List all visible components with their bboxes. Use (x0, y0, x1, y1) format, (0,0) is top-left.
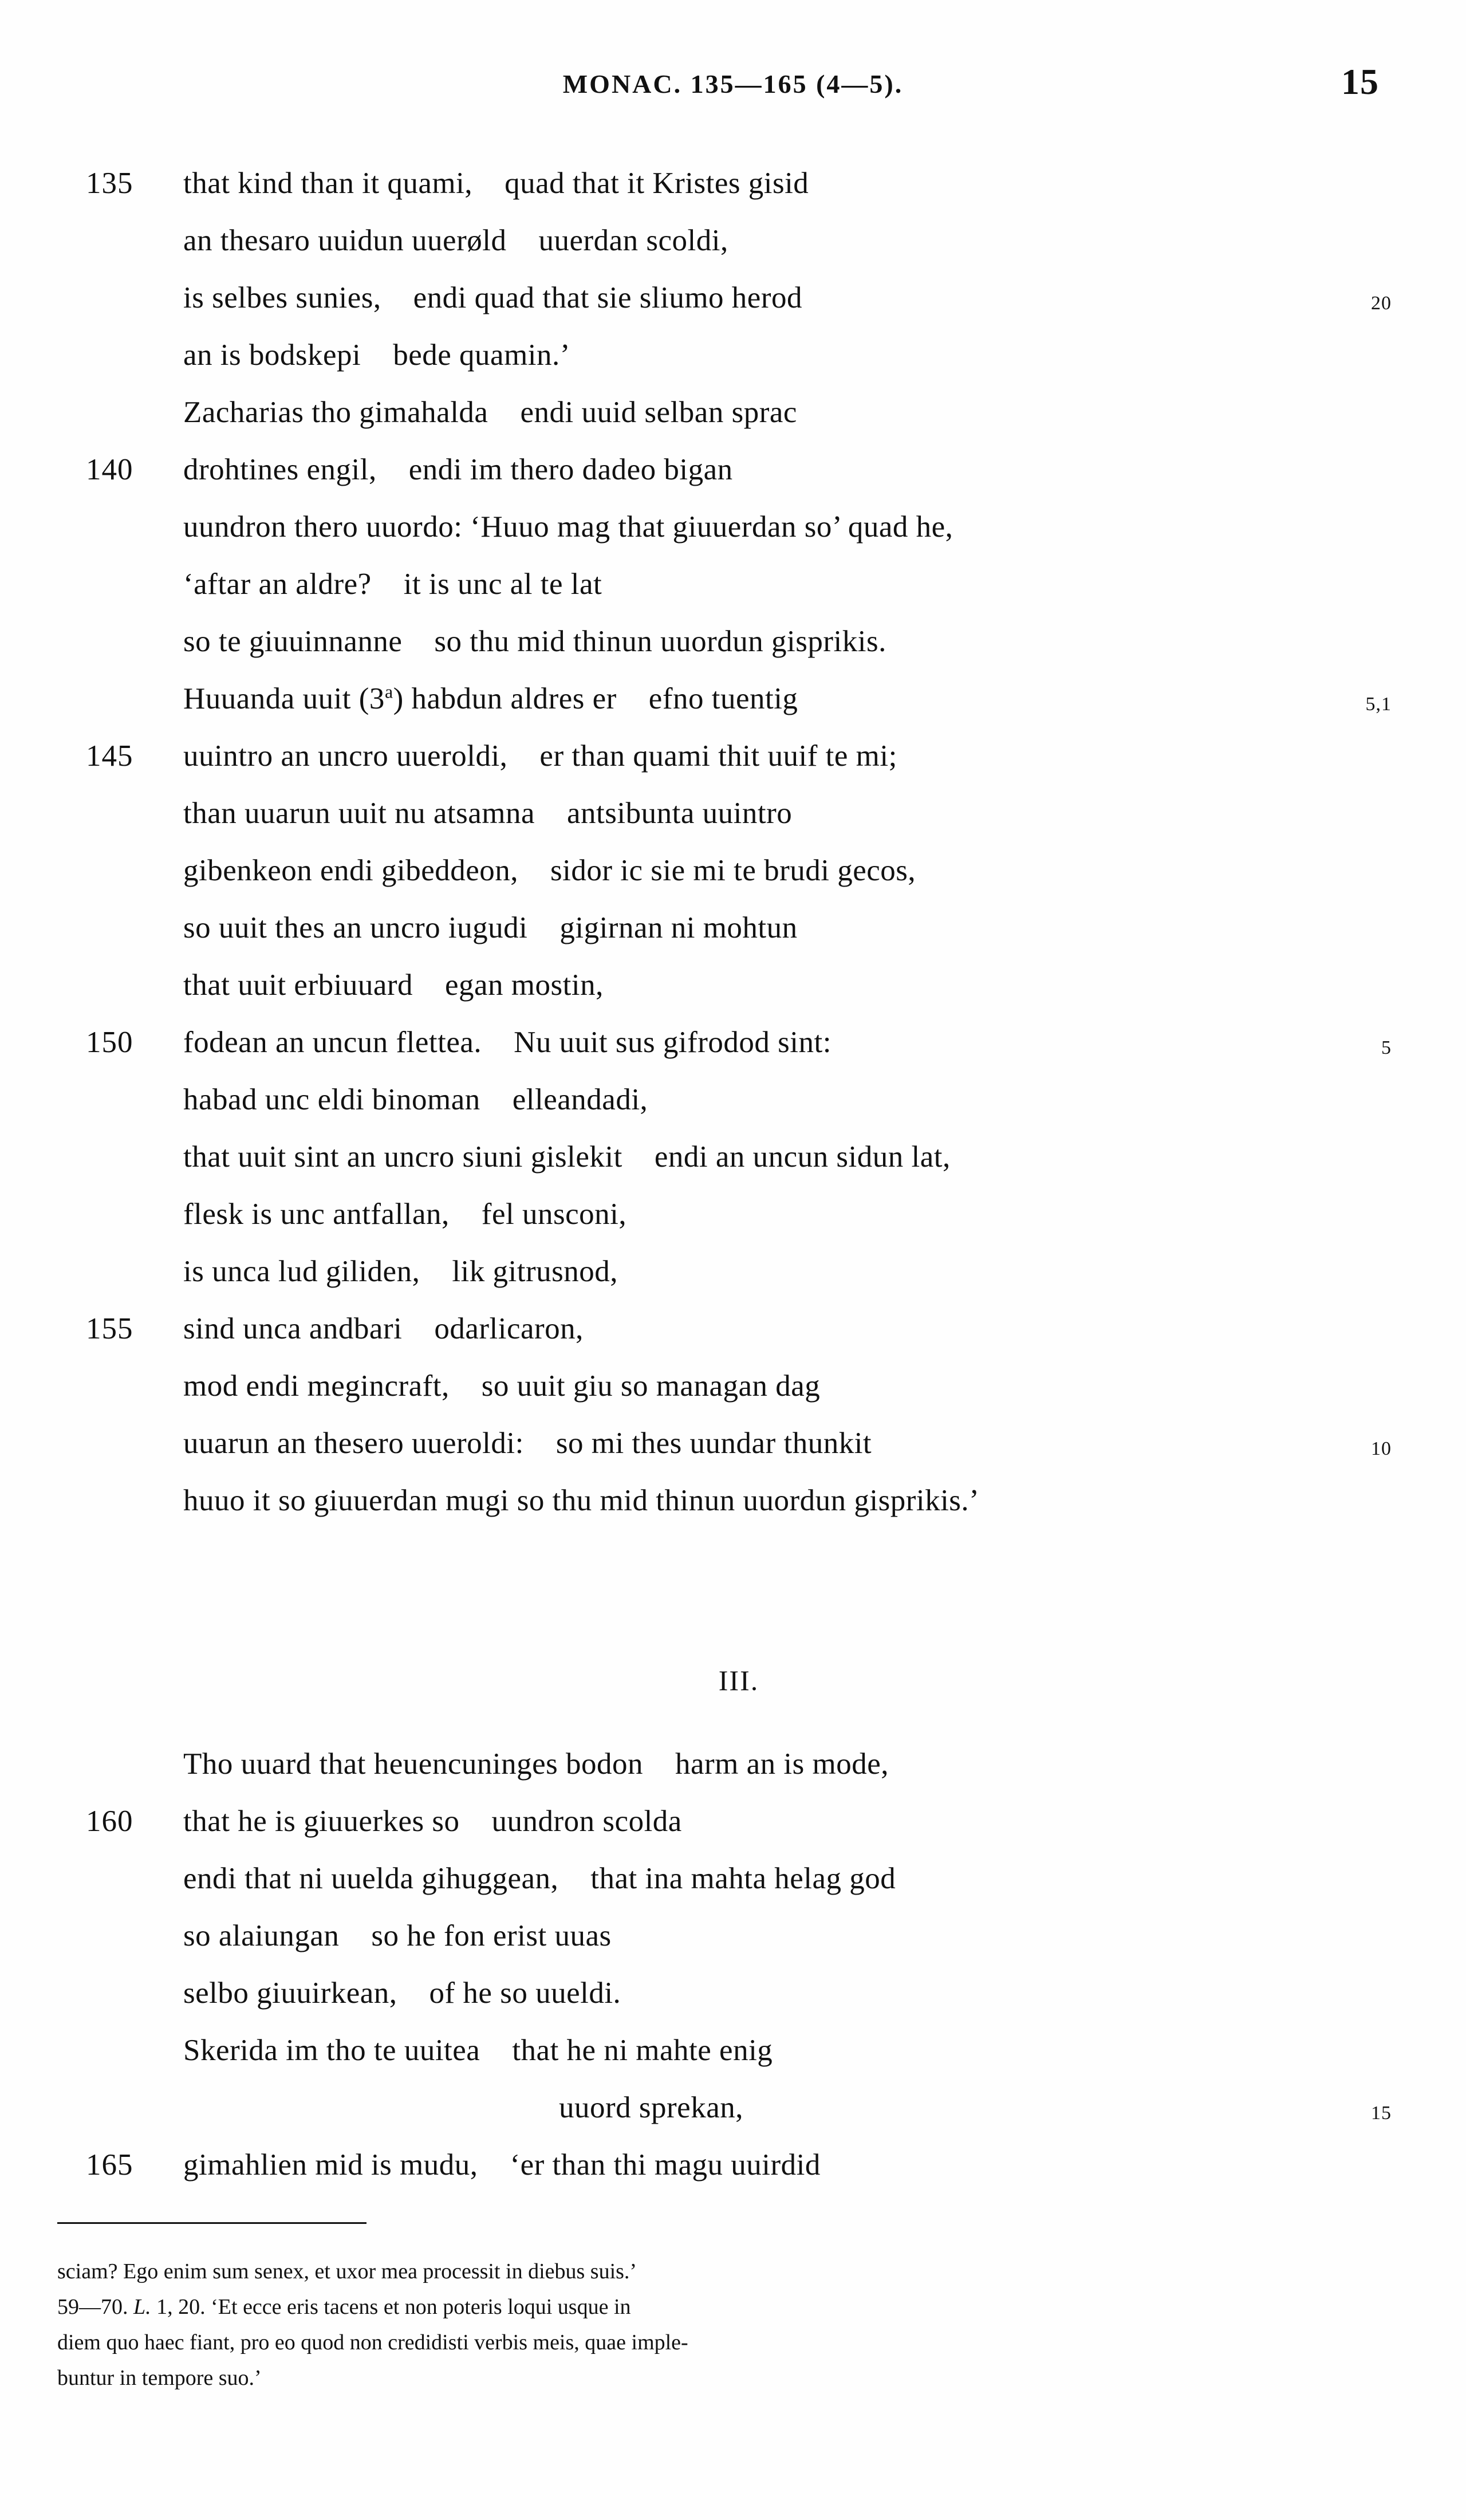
verse-hemistich-b: harm an is mode, (675, 1747, 889, 1781)
verse-line-text: uuintro an uncro uueroldi, er than quami thit uuif te mi; (183, 739, 897, 773)
verse-hemistich-b: endi quad that sie sliumo herod (413, 281, 802, 314)
margin-line-marker: 20 (1371, 293, 1392, 314)
verse-hemistich-b: er than quami thit uuif te mi; (539, 739, 897, 773)
verse-block-primary (86, 155, 1392, 1529)
footnote-line-3: diem quo haec fiant, pro eo quod non credidisti verbis meis, quae imple- (57, 2330, 688, 2354)
verse-line (86, 1415, 1392, 1472)
verse-hemistich-b: it is unc al te lat (403, 568, 602, 601)
verse-hemistich-b: so uuit giu so managan dag (481, 1369, 821, 1403)
verse-line (86, 441, 1392, 498)
verse-line-text: huuo it so giuuerdan mugi so thu mid thinun uuordun gisprikis.’ (183, 1484, 980, 1517)
verse-line-text: Skerida im tho te uuitea that he ni mahte enig (183, 2034, 773, 2067)
verse-line-text: fodean an uncun flettea. Nu uuit sus gifrodod sint: (183, 1026, 831, 1059)
verse-hemistich-b: efno tuentig (648, 682, 798, 715)
verse-hemistich-b: so thu mid thinun uuordun gisprikis. (434, 625, 886, 658)
verse-line-text: that kind than it quami, quad that it Kristes gisid (183, 167, 809, 200)
verse-line (86, 556, 1392, 613)
verse-hemistich-b: uuord sprekan, (559, 2091, 743, 2124)
verse-hemistich-b: lik gitrusnod, (452, 1255, 618, 1288)
verse-line-text: Tho uuard that heuencuninges bodon harm an is mode, (183, 1747, 889, 1781)
verse-hemistich-b: sidor ic sie mi te brudi gecos, (550, 854, 916, 887)
verse-line-text: sind unca andbari odarlicaron, (183, 1312, 584, 1345)
verse-line (86, 1186, 1392, 1243)
verse-line (86, 326, 1392, 384)
verse-line (86, 155, 1392, 212)
manuscript-folio-superscript: a (384, 681, 393, 702)
footnote-line-4: buntur in tempore suo.’ (57, 2366, 262, 2390)
verse-line-text: habad unc eldi binoman elleandadi, (183, 1083, 648, 1116)
margin-line-marker: 10 (1371, 1438, 1392, 1459)
verse-line-number: 140 (86, 453, 133, 486)
verse-line-number: 160 (86, 1805, 133, 1838)
verse-line-text: so te giuuinnanne so thu mid thinun uuordun gisprikis. (183, 625, 886, 658)
verse-hemistich-b: elleandadi, (512, 1083, 648, 1116)
verse-line (86, 2079, 1392, 2136)
margin-line-marker: 5,1 (1365, 694, 1392, 715)
verse-line-text: drohtines engil, endi im thero dadeo bigan (183, 453, 733, 486)
verse-hemistich-b: uuerdan scoldi, (538, 224, 728, 257)
verse-hemistich-b: of he so uueldi. (429, 1976, 621, 2010)
verse-hemistich-b: antsibunta uuintro (567, 797, 793, 830)
footnote-line-1: sciam? Ego enim sum senex, et uxor mea processit in diebus suis.’ (57, 2259, 637, 2283)
verse-line-number: 155 (86, 1312, 133, 1345)
verse-line-text (527, 2079, 743, 2136)
verse-line-text: ‘aftar an aldre? it is unc al te lat (183, 568, 602, 601)
verse-line (86, 785, 1392, 842)
verse-block-secondary (86, 1735, 1392, 2194)
verse-hemistich-b: that ina mahta helag god (590, 1862, 896, 1895)
footnote-ref-prefix: 59—70. (57, 2295, 133, 2319)
footnote-source-sigil: L. (133, 2295, 151, 2319)
verse-line-text: mod endi megincraft, so uuit giu so managan dag (183, 1369, 821, 1403)
verse-line (86, 1300, 1392, 1357)
margin-line-marker: 15 (1371, 2102, 1392, 2124)
verse-line (86, 1128, 1392, 1186)
verse-line-number: 150 (86, 1026, 133, 1059)
verse-hemistich-b: Nu uuit sus gifrodod sint: (514, 1026, 831, 1059)
verse-line (86, 269, 1392, 326)
verse-line (86, 1735, 1392, 1793)
verse-hemistich-b: ‘er than thi magu uuirdid (510, 2148, 821, 2182)
verse-line (86, 899, 1392, 956)
verse-line-number: 135 (86, 167, 133, 200)
verse-hemistich-b: quad that it Kristes gisid (505, 167, 809, 200)
verse-hemistich-b: so mi thes uundar thunkit (555, 1427, 872, 1460)
verse-line-text: is unca lud giliden, lik gitrusnod, (183, 1255, 618, 1288)
verse-hemistich-b: odarlicaron, (434, 1312, 584, 1345)
footnote-line-2-rest: 1, 20. ‘Et ecce eris tacens et non poteris loqui usque in (151, 2295, 631, 2319)
margin-line-marker: 5 (1381, 1037, 1392, 1058)
verse-line-text: Huuanda uuit (3$^a$) habdun aldres er efno tuentig (183, 681, 798, 715)
verse-line (86, 727, 1392, 785)
footnote-apparatus (57, 2254, 1397, 2396)
verse-line-text: an thesaro uuidun uuerøld uuerdan scoldi, (183, 224, 728, 257)
verse-hemistich-b: uundron scolda (491, 1805, 682, 1838)
verse-hemistich-b: endi an uncun sidun lat, (654, 1140, 951, 1174)
section-heading: III. (718, 1664, 759, 1696)
verse-line-text: Zacharias tho gimahalda endi uuid selban sprac (183, 396, 797, 429)
verse-hemistich-b: endi uuid selban sprac (520, 396, 797, 429)
verse-line (86, 1357, 1392, 1415)
verse-line-text: that uuit sint an uncro siuni gislekit endi an uncun sidun lat, (183, 1140, 951, 1174)
verse-line-text: uuarun an thesero uueroldi: so mi thes uundar thunkit (183, 1427, 872, 1460)
verse-line-text: that he is giuuerkes so uundron scolda (183, 1805, 682, 1838)
verse-line (86, 670, 1392, 727)
verse-line-text: is selbes sunies, endi quad that sie sliumo herod (183, 281, 802, 314)
verse-line (86, 1014, 1392, 1071)
verse-line-text: that uuit erbiuuard egan mostin, (183, 968, 604, 1002)
verse-hemistich-b: so he fon erist uuas (371, 1919, 612, 1952)
verse-line (86, 1071, 1392, 1128)
running-head-title: MONAC. 135—165 (4—5). (562, 69, 904, 99)
verse-line-text: selbo giuuirkean, of he so uueldi. (183, 1976, 621, 2010)
verse-line (86, 1907, 1392, 1964)
verse-line-number: 165 (86, 2148, 133, 2182)
footnote-separator-rule (57, 2222, 366, 2224)
verse-hemistich-b: endi im thero dadeo bigan (408, 453, 733, 486)
verse-line (86, 1243, 1392, 1300)
verse-line-text: endi that ni uuelda gihuggean, that ina mahta helag god (183, 1862, 896, 1895)
verse-line-number: 145 (86, 739, 133, 773)
verse-line-text: so alaiungan so he fon erist uuas (183, 1919, 612, 1952)
verse-line-text: uundron thero uuordo: ‘Huuo mag that giuuerdan so’ quad he, (183, 510, 953, 544)
verse-hemistich-b: fel unsconi, (481, 1198, 627, 1231)
verse-line-text: flesk is unc antfallan, fel unsconi, (183, 1198, 627, 1231)
verse-line (86, 1793, 1392, 1850)
verse-line (86, 1964, 1392, 2022)
verse-line (86, 498, 1392, 556)
verse-hemistich-b: that he ni mahte enig (512, 2034, 773, 2067)
verse-line (86, 1472, 1392, 1529)
page-number: 15 (1341, 61, 1379, 102)
verse-line (86, 212, 1392, 269)
footnote-line-2 (57, 2289, 1397, 2325)
verse-hemistich-b: egan mostin, (445, 968, 604, 1002)
verse-hemistich-b: gigirnan ni mohtun (559, 911, 798, 944)
verse-line-text: than uuarun uuit nu atsamna antsibunta uuintro (183, 797, 793, 830)
verse-line (86, 842, 1392, 899)
verse-line (86, 2022, 1392, 2079)
verse-line (86, 613, 1392, 670)
verse-line (86, 2136, 1392, 2194)
verse-hemistich-b: bede quamin.’ (393, 338, 570, 372)
verse-line-text: gimahlien mid is mudu, ‘er than thi magu uuirdid (183, 2148, 821, 2182)
running-head (86, 61, 1380, 109)
verse-line (86, 384, 1392, 441)
verse-line (86, 956, 1392, 1014)
verse-line-text: so uuit thes an uncro iugudi gigirnan ni mohtun (183, 911, 798, 944)
verse-line (86, 1850, 1392, 1907)
verse-line-text: an is bodskepi bede quamin.’ (183, 338, 570, 372)
verse-line-text: gibenkeon endi gibeddeon, sidor ic sie mi te brudi gecos, (183, 854, 916, 887)
